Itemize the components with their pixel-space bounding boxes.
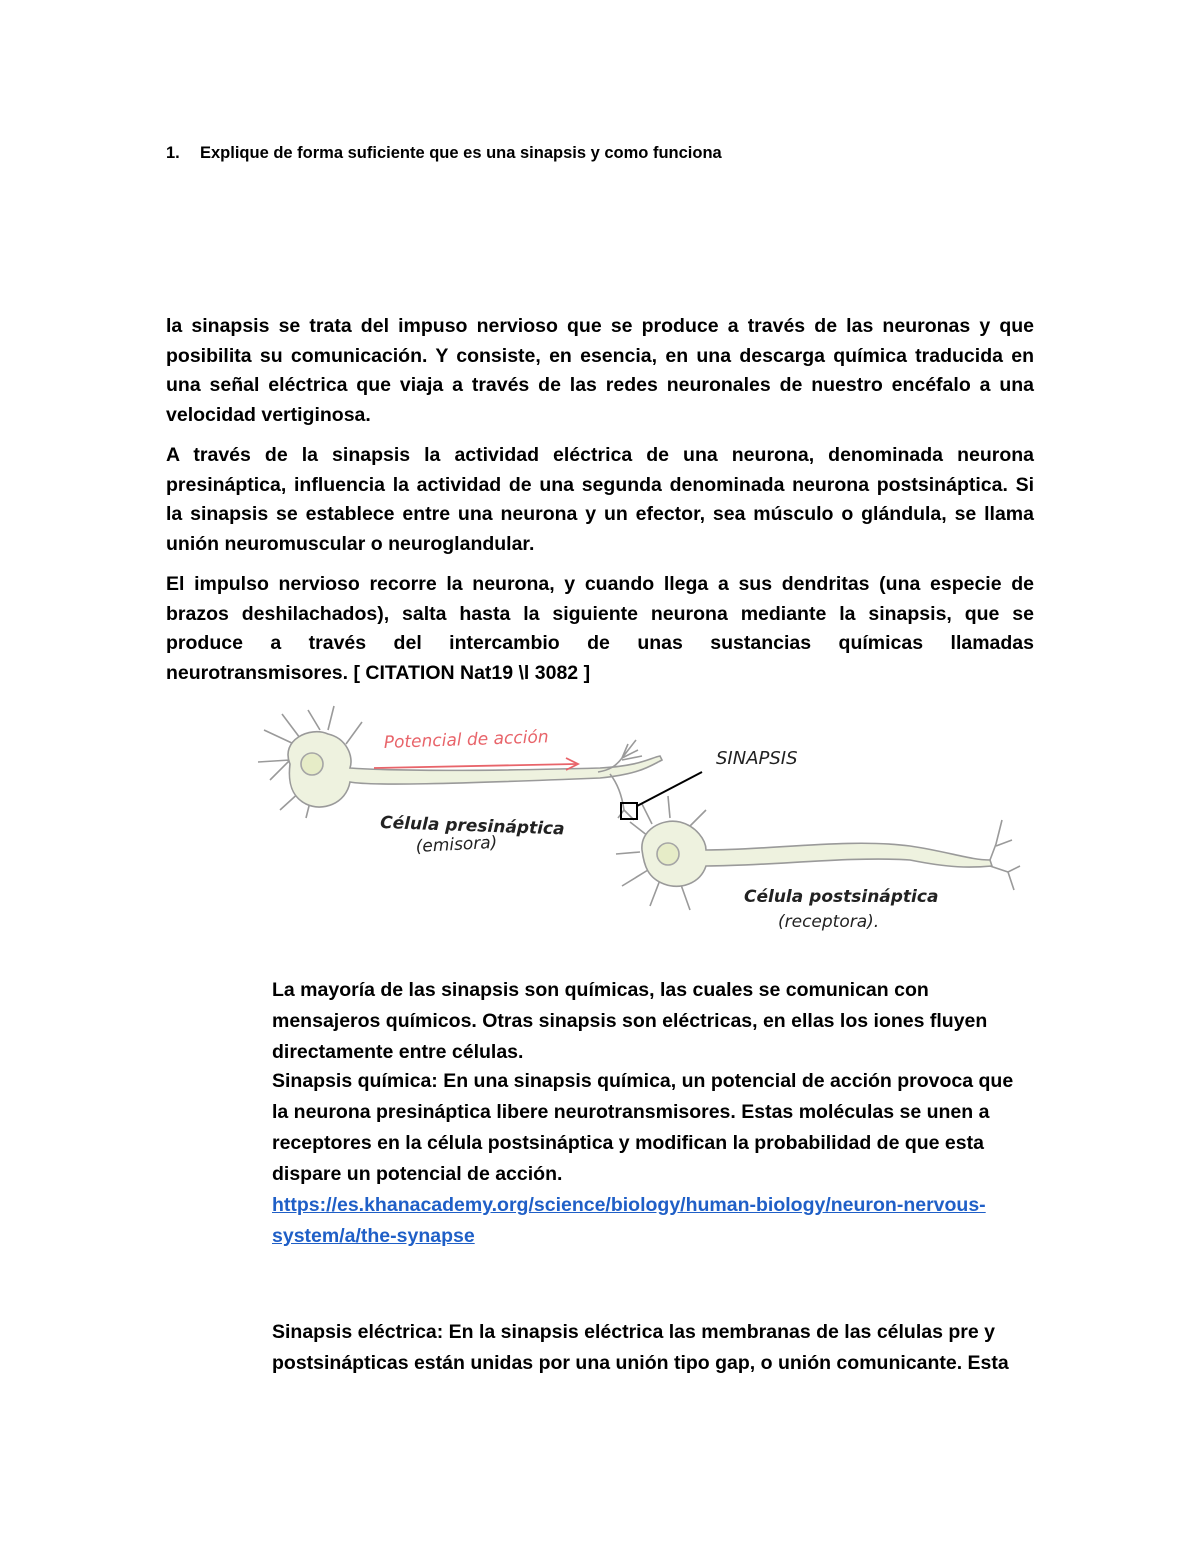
question-heading xyxy=(166,144,722,163)
paragraph-line: presináptica, influencia la actividad de una segunda denominada neurona postsináptica. Si xyxy=(166,473,1034,496)
presynaptic-label: Célula presináptica xyxy=(379,813,565,840)
paragraph-types xyxy=(272,975,1034,1068)
synapse-pointer xyxy=(637,772,702,806)
synapse-diagram xyxy=(250,700,1030,950)
paragraph-line: mensajeros químicos. Otras sinapsis son eléctricas, en ellas los iones fluyen xyxy=(272,1010,988,1032)
presynaptic-neuron xyxy=(258,706,662,818)
paragraph-line: velocidad vertiginosa. xyxy=(166,403,371,426)
paragraph-line: la sinapsis se trata del impuso nervioso que se produce a través de las neuronas y que xyxy=(166,315,1034,337)
khan-academy-link-continued[interactable]: system/a/the-synapse xyxy=(272,1225,475,1247)
synapse-label: SINAPSIS xyxy=(716,748,798,769)
paragraph-electrical-synapse xyxy=(272,1317,1034,1379)
paragraph-chemical-synapse xyxy=(272,1066,1034,1190)
paragraph-line: posibilita su comunicación. Y consiste, en esencia, en una descarga química traducida en xyxy=(166,344,1034,367)
paragraph-line: Sinapsis química: En una sinapsis química, un potencial de acción provoca que xyxy=(272,1070,1014,1092)
postsynaptic-label: Célula postsináptica xyxy=(744,887,939,907)
action-potential-label: Potencial de acción xyxy=(383,727,549,753)
paragraph-line: La mayoría de las sinapsis son químicas, las cuales se comunican con xyxy=(272,979,929,1001)
paragraph-line: A través de la sinapsis la actividad eléctrica de una neurona, denominada neurona xyxy=(166,444,1034,466)
postsynaptic-sublabel: (receptora). xyxy=(778,912,880,932)
paragraph-presynaptic xyxy=(166,441,1034,559)
paragraph-line: Sinapsis eléctrica: En la sinapsis eléctrica las membranas de las células pre y xyxy=(272,1321,995,1343)
paragraph-line: receptores en la célula postsináptica y modifican la probabilidad de que esta xyxy=(272,1132,984,1154)
paragraph-definition xyxy=(166,312,1034,430)
paragraph-line: una señal eléctrica que viaja a través de las redes neuronales de nuestro encéfalo a una xyxy=(166,374,1034,396)
question-number: 1. xyxy=(166,144,180,162)
paragraph-line: dispare un potencial de acción. xyxy=(272,1163,563,1185)
paragraph-line: directamente entre células. xyxy=(272,1041,524,1063)
paragraph-line: la neurona presináptica libere neurotransmisores. Estas moléculas se unen a xyxy=(272,1101,990,1123)
khan-academy-link-block xyxy=(272,1190,1034,1252)
paragraph-line: postsinápticas están unidas por una unión tipo gap, o unión comunicante. Esta xyxy=(272,1352,1009,1374)
paragraph-line: la sinapsis se establece entre una neurona y un efector, sea músculo o glándula, se llama xyxy=(166,503,1034,525)
paragraph-line citation: neurotransmisores. [ CITATION Nat19 \l 3082 ] xyxy=(166,661,591,684)
paragraph-impulse xyxy=(166,570,1034,688)
paragraph-line: unión neuromuscular o neuroglandular. xyxy=(166,532,535,555)
action-potential-arrow xyxy=(374,764,576,768)
presynaptic-sublabel: (emisora) xyxy=(415,832,498,857)
paragraph-line: brazos deshilachados), salta hasta la siguiente neurona mediante la sinapsis, que se xyxy=(166,602,1034,625)
khan-academy-link[interactable]: https://es.khanacademy.org/science/biology/human-biology/neuron-nervous- xyxy=(272,1194,986,1216)
question-text: Explique de forma suficiente que es una sinapsis y como funciona xyxy=(200,144,722,162)
paragraph-line: produce a través del intercambio de unas sustancias químicas llamadas xyxy=(166,632,1034,654)
paragraph-line: El impulso nervioso recorre la neurona, y cuando llega a sus dendritas (una especie de xyxy=(166,573,1034,595)
